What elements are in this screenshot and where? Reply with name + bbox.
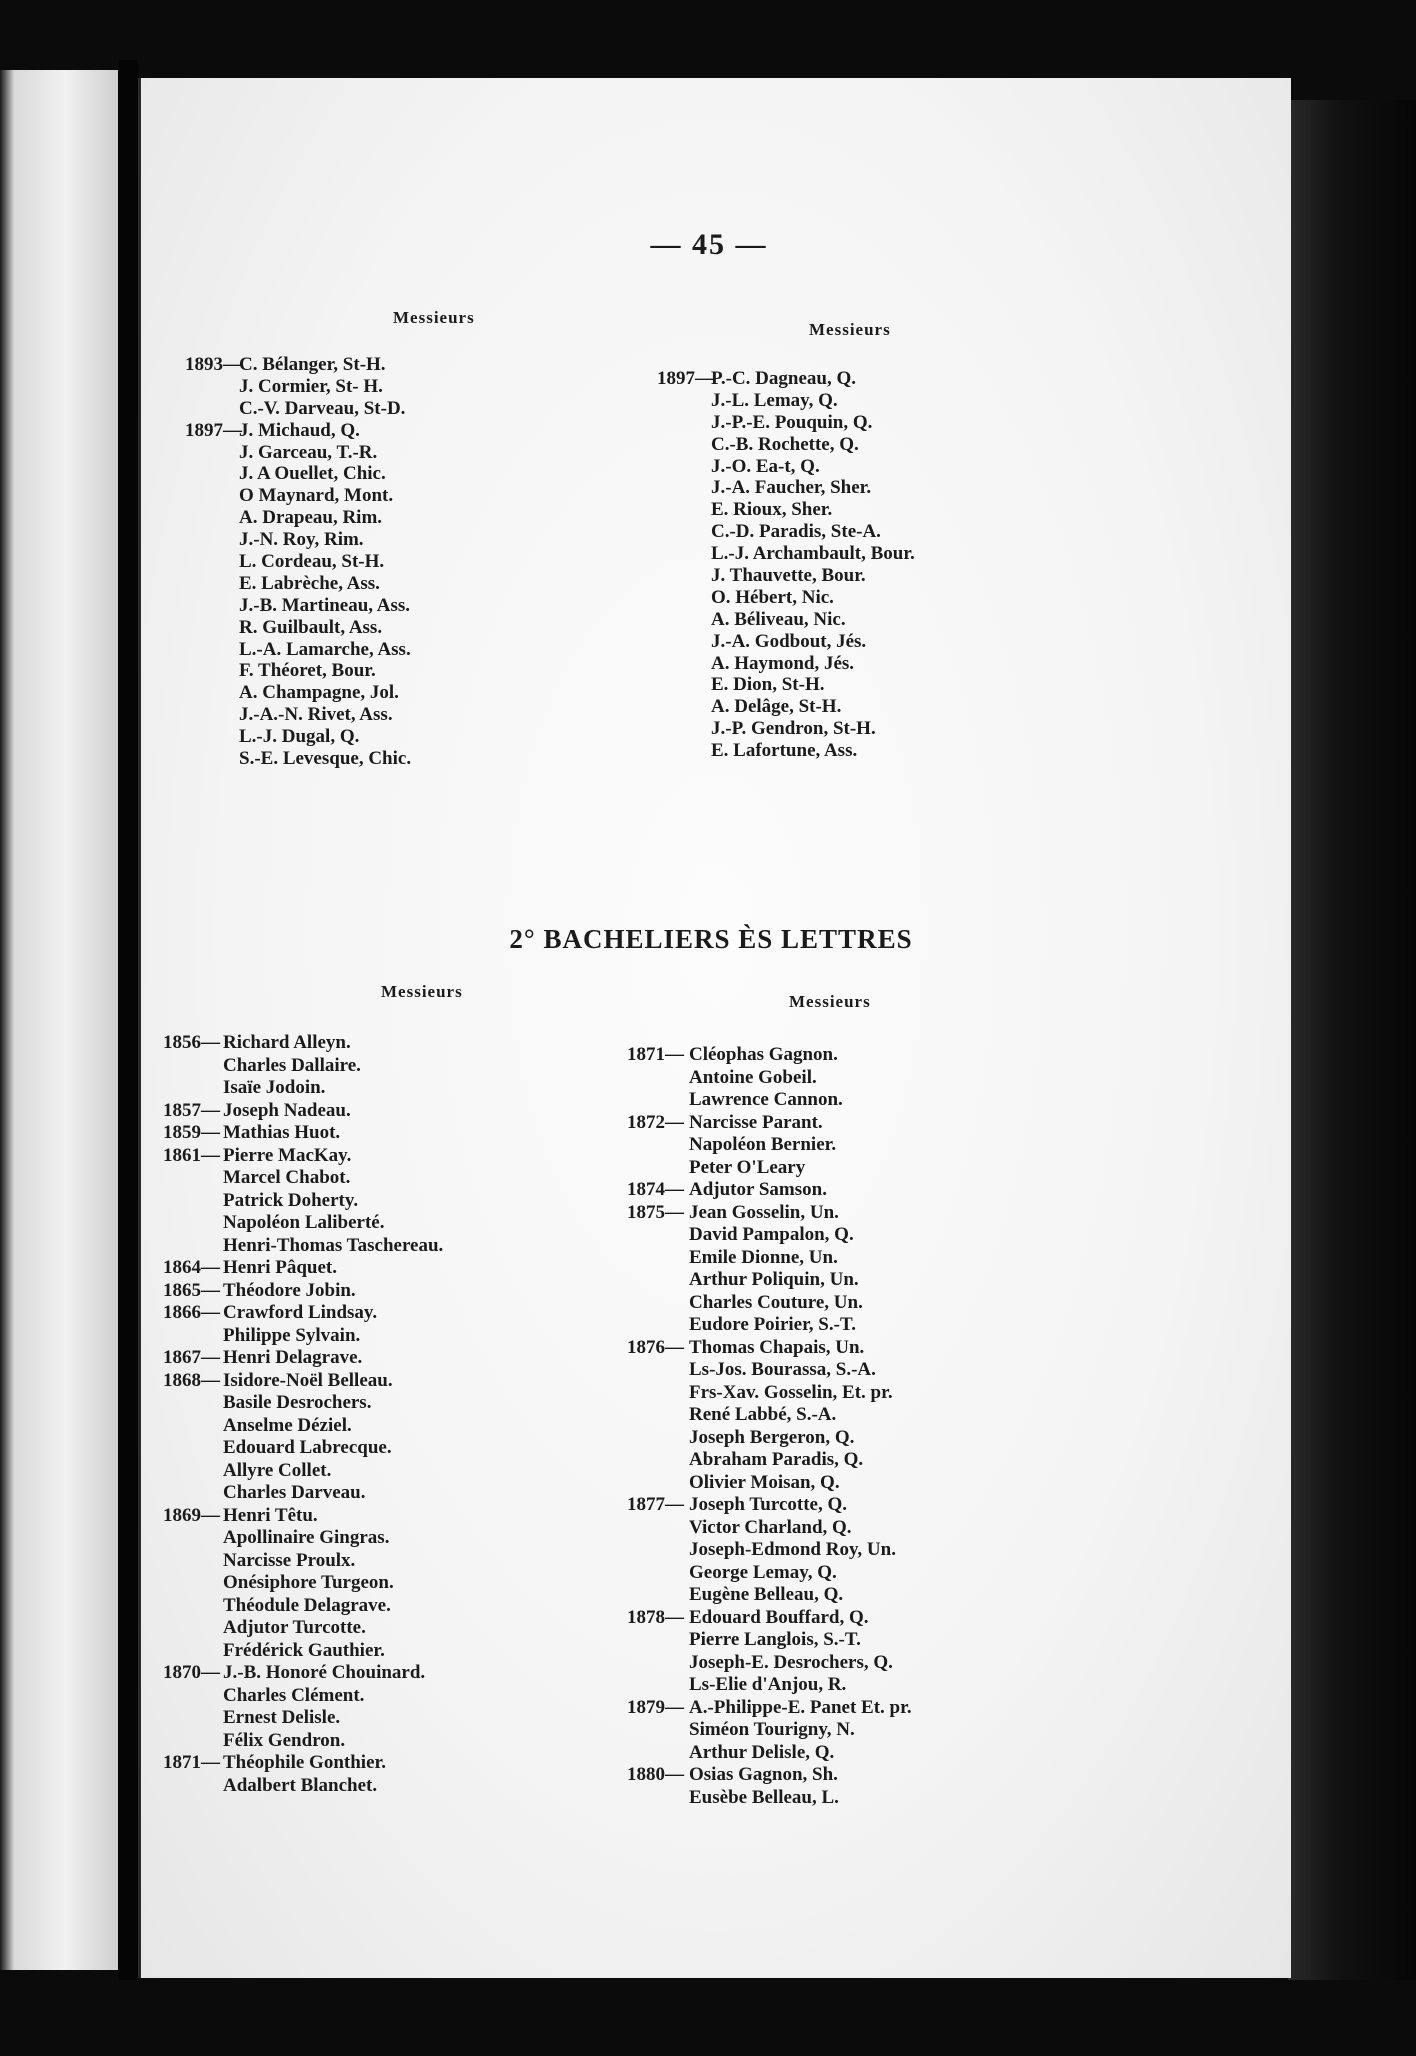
list-item bbox=[627, 1359, 1187, 1382]
entry-name: Ernest Delisle. bbox=[223, 1707, 341, 1728]
list-item bbox=[163, 1100, 633, 1123]
list-item bbox=[657, 609, 1197, 631]
entry-name: C.-D. Paradis, Ste-A. bbox=[711, 521, 881, 543]
list-item bbox=[627, 1697, 1187, 1720]
entry-year: 1872— bbox=[627, 1111, 684, 1133]
entry-name: Thomas Chapais, Un. bbox=[689, 1336, 865, 1358]
list-item bbox=[185, 704, 585, 726]
entry-name: Joseph Nadeau. bbox=[223, 1099, 351, 1121]
entry-year: 1870— bbox=[163, 1662, 220, 1683]
list-item bbox=[163, 1505, 633, 1528]
left-page-edge bbox=[0, 70, 118, 1970]
entry-name: J.-A. Godbout, Jés. bbox=[711, 630, 867, 652]
entry-name: Apollinaire Gingras. bbox=[223, 1527, 390, 1548]
bottom-right-header: Messieurs bbox=[789, 992, 871, 1011]
entry-year: 1875— bbox=[627, 1201, 684, 1223]
entry-name: Osias Gagnon, Sh. bbox=[689, 1764, 838, 1785]
list-item bbox=[185, 529, 585, 551]
entry-name: J.-N. Roy, Rim. bbox=[239, 529, 364, 551]
top-left-header: Messieurs bbox=[393, 308, 475, 327]
list-item bbox=[627, 1787, 1187, 1810]
list-item bbox=[657, 499, 1197, 521]
entry-name: Jean Gosselin, Un. bbox=[689, 1201, 839, 1223]
entry-name: Isidore-Noël Belleau. bbox=[223, 1369, 393, 1391]
entry-name: J.-P. Gendron, St-H. bbox=[711, 718, 876, 740]
entry-name: Lawrence Cannon. bbox=[689, 1089, 843, 1110]
entry-year: 1867— bbox=[163, 1347, 220, 1368]
list-item bbox=[185, 442, 585, 464]
list-item bbox=[185, 748, 585, 770]
list-item bbox=[627, 1112, 1187, 1135]
list-item bbox=[627, 1674, 1187, 1697]
list-item bbox=[627, 1539, 1187, 1562]
list-item bbox=[627, 1494, 1187, 1517]
list-item bbox=[657, 412, 1197, 434]
list-item bbox=[627, 1179, 1187, 1202]
entry-name: F. Théoret, Bour. bbox=[239, 660, 376, 682]
entry-name: Siméon Tourigny, N. bbox=[689, 1719, 855, 1740]
list-item bbox=[185, 639, 585, 661]
entry-year: 1879— bbox=[627, 1696, 684, 1718]
entry-name: Charles Dallaire. bbox=[223, 1054, 361, 1076]
entry-name: Peter O'Leary bbox=[689, 1156, 806, 1178]
entry-name: R. Guilbault, Ass. bbox=[239, 616, 383, 638]
entry-name: Pierre Langlois, S.-T. bbox=[689, 1629, 861, 1650]
list-item bbox=[185, 354, 585, 376]
entry-year: 1878— bbox=[627, 1606, 684, 1628]
list-item bbox=[163, 1662, 633, 1685]
entry-name: Olivier Moisan, Q. bbox=[689, 1471, 840, 1493]
entry-name: Napoléon Bernier. bbox=[689, 1134, 837, 1155]
entry-name: Allyre Collet. bbox=[223, 1459, 332, 1481]
entry-year: 1893— bbox=[185, 354, 242, 375]
entry-name: Charles Couture, Un. bbox=[689, 1291, 863, 1313]
entry-name: J.-A. Faucher, Sher. bbox=[711, 477, 872, 499]
entry-name: Henri-Thomas Taschereau. bbox=[223, 1234, 444, 1256]
list-item bbox=[163, 1122, 633, 1145]
bottom-left-column bbox=[163, 1032, 633, 1797]
list-item bbox=[163, 1595, 633, 1618]
list-item bbox=[185, 507, 585, 529]
entry-year: 1880— bbox=[627, 1764, 684, 1785]
bottom-right-column bbox=[627, 1044, 1187, 1809]
entry-year: 1871— bbox=[163, 1752, 220, 1773]
entry-name: Joseph Bergeron, Q. bbox=[689, 1426, 855, 1448]
entry-name: Eudore Poirier, S.-T. bbox=[689, 1314, 856, 1335]
entry-name: Henri Têtu. bbox=[223, 1504, 318, 1526]
entry-name: Crawford Lindsay. bbox=[223, 1302, 378, 1323]
list-item bbox=[657, 674, 1197, 696]
entry-name: Joseph-Edmond Roy, Un. bbox=[689, 1539, 896, 1560]
list-item bbox=[185, 463, 585, 485]
entry-name: A.-Philippe-E. Panet Et. pr. bbox=[689, 1696, 912, 1718]
entry-name: Henri Pâquet. bbox=[223, 1257, 337, 1278]
entry-name: L. Cordeau, St-H. bbox=[239, 551, 385, 573]
list-item bbox=[163, 1032, 633, 1055]
book-spine bbox=[118, 60, 138, 1980]
list-item bbox=[627, 1202, 1187, 1225]
entry-name: René Labbé, S.-A. bbox=[689, 1404, 837, 1425]
entry-name: L.-J. Archambault, Bour. bbox=[711, 543, 915, 565]
entry-name: Henri Delagrave. bbox=[223, 1347, 363, 1368]
list-item bbox=[185, 595, 585, 617]
list-item bbox=[627, 1134, 1187, 1157]
list-item bbox=[627, 1157, 1187, 1180]
entry-year: 1869— bbox=[163, 1504, 220, 1526]
entry-year: 1877— bbox=[627, 1494, 684, 1515]
entry-name: Abraham Paradis, Q. bbox=[689, 1449, 864, 1470]
entry-name: A. Haymond, Jés. bbox=[711, 652, 855, 674]
entry-name: J. Cormier, St- H. bbox=[239, 375, 383, 397]
entry-year: 1874— bbox=[627, 1179, 684, 1200]
list-item bbox=[163, 1392, 633, 1415]
entry-year: 1856— bbox=[163, 1032, 220, 1053]
entry-name: L.-A. Lamarche, Ass. bbox=[239, 638, 411, 660]
list-item bbox=[657, 565, 1197, 587]
list-item bbox=[163, 1190, 633, 1213]
list-item bbox=[627, 1314, 1187, 1337]
entry-name: Eugène Belleau, Q. bbox=[689, 1584, 844, 1605]
entry-year: 1897— bbox=[185, 419, 242, 441]
entry-name: J. Garceau, T.-R. bbox=[239, 441, 378, 463]
entry-name: Théodore Jobin. bbox=[223, 1279, 356, 1301]
list-item bbox=[185, 573, 585, 595]
list-item bbox=[627, 1404, 1187, 1427]
page-number: — 45 — bbox=[650, 228, 768, 261]
entry-name: Anselme Déziel. bbox=[223, 1414, 352, 1436]
entry-name: A. Béliveau, Nic. bbox=[711, 608, 846, 630]
list-item bbox=[627, 1224, 1187, 1247]
entry-name: P.-C. Dagneau, Q. bbox=[711, 368, 856, 389]
list-item bbox=[627, 1517, 1187, 1540]
list-item bbox=[163, 1685, 633, 1708]
entry-name: Basile Desrochers. bbox=[223, 1392, 372, 1413]
right-book-edge bbox=[1288, 100, 1416, 1980]
entry-name: Théophile Gonthier. bbox=[223, 1752, 386, 1773]
section-title: 2° BACHELIERS ÈS LETTRES bbox=[509, 924, 913, 954]
entry-name: Adjutor Turcotte. bbox=[223, 1617, 366, 1638]
list-item bbox=[163, 1527, 633, 1550]
entry-name: Adalbert Blanchet. bbox=[223, 1774, 378, 1796]
entry-name: J.-B. Honoré Chouinard. bbox=[223, 1662, 426, 1683]
entry-name: J. A Ouellet, Chic. bbox=[239, 463, 386, 485]
entry-name: Ls-Elie d'Anjou, R. bbox=[689, 1674, 847, 1695]
list-item bbox=[657, 456, 1197, 478]
entry-year: 1876— bbox=[627, 1336, 684, 1358]
entry-name: A. Drapeau, Rim. bbox=[239, 507, 383, 529]
entry-name: J.-P.-E. Pouquin, Q. bbox=[711, 411, 873, 433]
list-item bbox=[627, 1089, 1187, 1112]
list-item bbox=[185, 485, 585, 507]
entry-name: Narcisse Proulx. bbox=[223, 1549, 356, 1571]
list-item bbox=[627, 1719, 1187, 1742]
entry-year: 1865— bbox=[163, 1279, 220, 1301]
list-item bbox=[163, 1437, 633, 1460]
entry-name: E. Dion, St-H. bbox=[711, 674, 825, 696]
list-item bbox=[627, 1607, 1187, 1630]
entry-name: George Lemay, Q. bbox=[689, 1561, 837, 1583]
list-item bbox=[657, 718, 1197, 740]
list-item bbox=[163, 1280, 633, 1303]
entry-name: Philippe Sylvain. bbox=[223, 1324, 361, 1346]
list-item bbox=[163, 1640, 633, 1663]
list-item bbox=[657, 521, 1197, 543]
list-item bbox=[627, 1247, 1187, 1270]
list-item bbox=[657, 696, 1197, 718]
list-item bbox=[627, 1067, 1187, 1090]
list-item bbox=[627, 1472, 1187, 1495]
list-item bbox=[627, 1449, 1187, 1472]
entry-year: 1868— bbox=[163, 1369, 220, 1391]
list-item bbox=[185, 617, 585, 639]
list-item bbox=[163, 1550, 633, 1573]
top-left-column bbox=[185, 354, 585, 770]
list-item bbox=[627, 1427, 1187, 1450]
entry-name: E. Rioux, Sher. bbox=[711, 499, 833, 521]
list-item bbox=[657, 587, 1197, 609]
entry-name: A. Champagne, Jol. bbox=[239, 682, 399, 704]
entry-name: C.-V. Darveau, St-D. bbox=[239, 397, 406, 419]
list-item bbox=[185, 660, 585, 682]
list-item bbox=[163, 1212, 633, 1235]
entry-name: Arthur Poliquin, Un. bbox=[689, 1269, 859, 1290]
list-item bbox=[657, 390, 1197, 412]
entry-name: Charles Darveau. bbox=[223, 1482, 366, 1503]
list-item bbox=[163, 1460, 633, 1483]
list-item bbox=[657, 368, 1197, 390]
list-item bbox=[163, 1325, 633, 1348]
entry-year: 1859— bbox=[163, 1122, 220, 1143]
entry-name: Félix Gendron. bbox=[223, 1729, 346, 1751]
list-item bbox=[657, 543, 1197, 565]
entry-name: Richard Alleyn. bbox=[223, 1032, 351, 1053]
bottom-left-header: Messieurs bbox=[381, 982, 463, 1001]
list-item bbox=[657, 434, 1197, 456]
entry-name: O. Hébert, Nic. bbox=[711, 586, 834, 608]
entry-name: Arthur Delisle, Q. bbox=[689, 1741, 835, 1763]
entry-name: Adjutor Samson. bbox=[689, 1179, 827, 1200]
entry-year: 1861— bbox=[163, 1144, 220, 1166]
list-item bbox=[185, 726, 585, 748]
entry-name: Narcisse Parant. bbox=[689, 1111, 823, 1133]
list-item bbox=[185, 682, 585, 704]
list-item bbox=[627, 1292, 1187, 1315]
list-item bbox=[627, 1382, 1187, 1405]
list-item bbox=[163, 1302, 633, 1325]
list-item bbox=[657, 740, 1197, 762]
entry-name: Pierre MacKay. bbox=[223, 1144, 352, 1166]
entry-name: Onésiphore Turgeon. bbox=[223, 1572, 394, 1593]
entry-name: Antoine Gobeil. bbox=[689, 1066, 817, 1088]
list-item bbox=[163, 1370, 633, 1393]
entry-name: Napoléon Laliberté. bbox=[223, 1212, 385, 1233]
list-item bbox=[163, 1775, 633, 1798]
list-item bbox=[185, 376, 585, 398]
entry-name: E. Lafortune, Ass. bbox=[711, 740, 858, 762]
list-item bbox=[163, 1347, 633, 1370]
entry-name: Frs-Xav. Gosselin, Et. pr. bbox=[689, 1381, 893, 1403]
list-item bbox=[627, 1652, 1187, 1675]
list-item bbox=[163, 1617, 633, 1640]
entry-name: Marcel Chabot. bbox=[223, 1167, 351, 1188]
list-item bbox=[627, 1584, 1187, 1607]
top-right-column bbox=[657, 368, 1197, 762]
entry-name: J.-A.-N. Rivet, Ass. bbox=[239, 704, 393, 726]
entry-name: Eusèbe Belleau, L. bbox=[689, 1786, 839, 1808]
entry-year: 1866— bbox=[163, 1302, 220, 1323]
entry-name: O Maynard, Mont. bbox=[239, 485, 394, 507]
book-page bbox=[138, 78, 1291, 1978]
entry-name: Frédérick Gauthier. bbox=[223, 1639, 385, 1661]
entry-name: David Pampalon, Q. bbox=[689, 1224, 854, 1245]
entry-name: J. Thauvette, Bour. bbox=[711, 565, 866, 587]
list-item bbox=[163, 1077, 633, 1100]
entry-name: Théodule Delagrave. bbox=[223, 1594, 391, 1616]
entry-name: Victor Charland, Q. bbox=[689, 1516, 852, 1538]
entry-name: Mathias Huot. bbox=[223, 1122, 341, 1143]
list-item bbox=[163, 1145, 633, 1168]
entry-name: Ls-Jos. Bourassa, S.-A. bbox=[689, 1359, 876, 1380]
list-item bbox=[627, 1562, 1187, 1585]
entry-name: E. Labrèche, Ass. bbox=[239, 572, 380, 594]
list-item bbox=[627, 1269, 1187, 1292]
list-item bbox=[657, 631, 1197, 653]
entry-name: A. Delâge, St-H. bbox=[711, 696, 842, 718]
entry-name: J. Michaud, Q. bbox=[239, 419, 360, 441]
list-item bbox=[657, 477, 1197, 499]
entry-year: 1857— bbox=[163, 1099, 220, 1121]
entry-name: Joseph Turcotte, Q. bbox=[689, 1494, 848, 1515]
list-item bbox=[185, 398, 585, 420]
entry-name: Emile Dionne, Un. bbox=[689, 1246, 838, 1268]
list-item bbox=[163, 1572, 633, 1595]
entry-name: Charles Clément. bbox=[223, 1684, 365, 1706]
entry-name: C.-B. Rochette, Q. bbox=[711, 433, 859, 455]
entry-name: Patrick Doherty. bbox=[223, 1189, 359, 1211]
list-item bbox=[163, 1482, 633, 1505]
list-item bbox=[163, 1167, 633, 1190]
entry-name: Joseph-E. Desrochers, Q. bbox=[689, 1651, 893, 1673]
list-item bbox=[163, 1415, 633, 1438]
entry-name: J.-L. Lemay, Q. bbox=[711, 389, 838, 411]
list-item bbox=[163, 1055, 633, 1078]
list-item bbox=[627, 1629, 1187, 1652]
list-item bbox=[163, 1730, 633, 1753]
list-item bbox=[163, 1752, 633, 1775]
list-item bbox=[185, 551, 585, 573]
list-item bbox=[627, 1764, 1187, 1787]
entry-name: L.-J. Dugal, Q. bbox=[239, 726, 360, 748]
entry-name: J.-O. Ea-t, Q. bbox=[711, 455, 820, 477]
entry-year: 1871— bbox=[627, 1044, 684, 1065]
entry-year: 1864— bbox=[163, 1257, 220, 1278]
list-item bbox=[163, 1235, 633, 1258]
entry-name: Cléophas Gagnon. bbox=[689, 1044, 838, 1065]
entry-name: C. Bélanger, St-H. bbox=[239, 354, 386, 375]
list-item bbox=[657, 653, 1197, 675]
entry-name: Edouard Bouffard, Q. bbox=[689, 1606, 869, 1628]
entry-name: Edouard Labrecque. bbox=[223, 1437, 392, 1458]
entry-year: 1897— bbox=[657, 368, 714, 389]
list-item bbox=[163, 1707, 633, 1730]
list-item bbox=[627, 1742, 1187, 1765]
entry-name: S.-E. Levesque, Chic. bbox=[239, 748, 412, 770]
entry-name: J.-B. Martineau, Ass. bbox=[239, 594, 410, 616]
list-item bbox=[163, 1257, 633, 1280]
list-item bbox=[185, 420, 585, 442]
top-right-header: Messieurs bbox=[809, 320, 891, 339]
list-item bbox=[627, 1337, 1187, 1360]
entry-name: Isaïe Jodoin. bbox=[223, 1077, 326, 1098]
list-item bbox=[627, 1044, 1187, 1067]
